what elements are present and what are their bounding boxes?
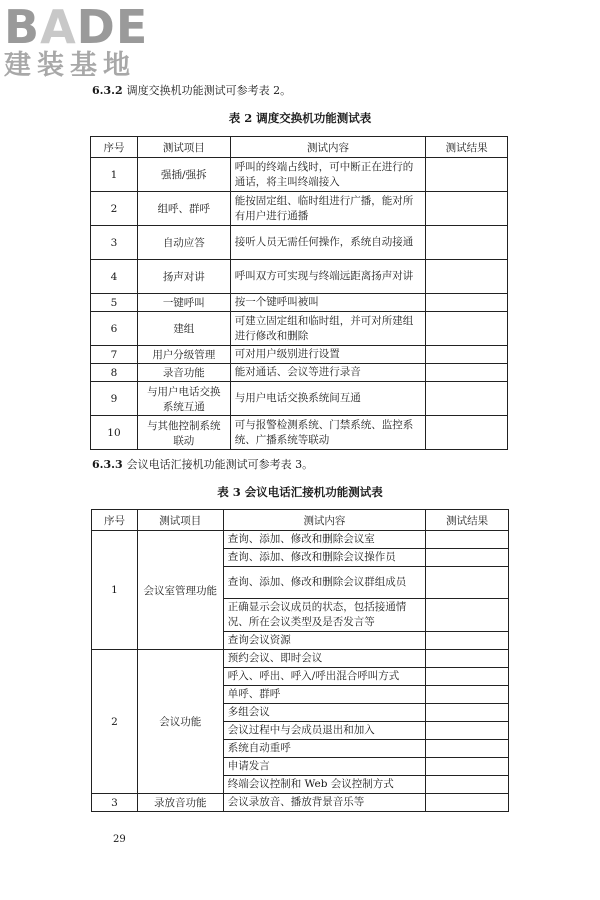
- table2-cell-result: [426, 294, 508, 312]
- table3-cell-item: 会议室管理功能: [137, 531, 223, 650]
- table3-cell-content: 预约会议、即时会议: [223, 650, 425, 668]
- table3-cell-result: [426, 722, 509, 740]
- table3-cell-result: [426, 758, 509, 776]
- table2-cell-item: 建组: [137, 312, 230, 346]
- table2-cell-item: 自动应答: [137, 226, 230, 260]
- table3-cell-result: [426, 549, 509, 567]
- table3-header-cell: 序号: [92, 510, 138, 531]
- table2-cell-result: [426, 192, 508, 226]
- table2-cell-result: [426, 416, 508, 450]
- table2-cell-content: 可建立固定组和临时组，并可对所建组进行修改和删除: [230, 312, 425, 346]
- table2-cell-result: [426, 312, 508, 346]
- section-6-3-2: 6.3.2 调度交换机功能测试可参考表 2。: [92, 84, 292, 97]
- table3-cell-content: 申请发言: [223, 758, 425, 776]
- table3-header: [92, 510, 509, 531]
- table2-cell-no: 3: [91, 226, 138, 260]
- table3-cell-result: [426, 668, 509, 686]
- table3-row: [92, 531, 509, 549]
- table2-header: [91, 137, 508, 158]
- bade-logo: [4, 0, 149, 82]
- table3-cell-result: [426, 599, 509, 632]
- table2-row: [91, 416, 508, 450]
- table2-cell-content: 呼叫双方可实现与终端远距离扬声对讲: [230, 260, 425, 294]
- table3-cell-result: [426, 740, 509, 758]
- table2-cell-item: 组呼、群呼: [137, 192, 230, 226]
- table2-row: [91, 294, 508, 312]
- table3-header-cell: 测试内容: [223, 510, 425, 531]
- table2-cell-no: 8: [91, 364, 138, 382]
- table2: [90, 136, 508, 450]
- table3-cell-no: 1: [92, 531, 138, 650]
- table2-cell-item: 与其他控制系统联动: [137, 416, 230, 450]
- table2-cell-result: [426, 158, 508, 192]
- table3-cell-result: [426, 567, 509, 599]
- table3-cell-content: 查询、添加、修改和删除会议室: [223, 531, 425, 549]
- table2-cell-content: 接听人员无需任何操作，系统自动接通: [230, 226, 425, 260]
- table2-cell-item: 与用户电话交换系统互通: [137, 382, 230, 416]
- table3-cell-result: [426, 686, 509, 704]
- table3-cell-result: [426, 704, 509, 722]
- table3-header-cell: 测试结果: [426, 510, 509, 531]
- table2-cell-result: [426, 260, 508, 294]
- table2-cell-no: 2: [91, 192, 138, 226]
- table2-caption: 表 2 调度交换机功能测试表: [228, 111, 372, 125]
- table3-cell-content: 呼入、呼出、呼入/呼出混合呼叫方式: [223, 668, 425, 686]
- table2-cell-content: 呼叫的终端占线时，可中断正在进行的通话，将主叫终端接入: [230, 158, 425, 192]
- table2-cell-item: 用户分级管理: [137, 346, 230, 364]
- table2-cell-result: [426, 226, 508, 260]
- table3-cell-content: 系统自动重呼: [223, 740, 425, 758]
- table2-cell-item: 一键呼叫: [137, 294, 230, 312]
- table2-row: [91, 158, 508, 192]
- table2-cell-no: 7: [91, 346, 138, 364]
- table2-cell-item: 强插/强拆: [137, 158, 230, 192]
- table2-cell-no: 4: [91, 260, 138, 294]
- table3-cell-content: 多组会议: [223, 704, 425, 722]
- table2-header-cell: 测试结果: [426, 137, 508, 158]
- table2-row: [91, 260, 508, 294]
- table2-cell-item: 扬声对讲: [137, 260, 230, 294]
- page-number: 29: [113, 834, 126, 845]
- table2-cell-content: 可与报警检测系统、门禁系统、监控系统、广播系统等联动: [230, 416, 425, 450]
- table2-row: [91, 346, 508, 364]
- table3-header-cell: 测试项目: [137, 510, 223, 531]
- table3-cell-result: [426, 632, 509, 650]
- table3-cell-no: 2: [92, 650, 138, 794]
- table2-cell-content: 能按固定组、临时组进行广播，能对所有用户进行通播: [230, 192, 425, 226]
- table2-cell-result: [426, 382, 508, 416]
- table2-cell-content: 按一个键呼叫被叫: [230, 294, 425, 312]
- table2-cell-no: 9: [91, 382, 138, 416]
- table3-row: [92, 650, 509, 668]
- section-6-3-3: 6.3.3 会议电话汇接机功能测试可参考表 3。: [92, 458, 314, 471]
- table3-cell-result: [426, 531, 509, 549]
- logo-brand: BADE: [4, 0, 149, 54]
- table2-cell-no: 5: [91, 294, 138, 312]
- table3-cell-content: 查询会议资源: [223, 632, 425, 650]
- table2-cell-content: 与用户电话交换系统间互通: [230, 382, 425, 416]
- table2-cell-no: 6: [91, 312, 138, 346]
- logo-subtitle: 建装基地: [4, 50, 136, 81]
- table2-row: [91, 312, 508, 346]
- table2-row: [91, 226, 508, 260]
- table2-cell-no: 1: [91, 158, 138, 192]
- table2-cell-result: [426, 346, 508, 364]
- table2-cell-no: 10: [91, 416, 138, 450]
- table2-header-cell: 测试内容: [230, 137, 425, 158]
- table2-row: [91, 192, 508, 226]
- table2-row: [91, 382, 508, 416]
- table2-cell-item: 录音功能: [137, 364, 230, 382]
- table3-cell-content: 会议录放音、播放背景音乐等: [223, 794, 425, 812]
- table3-cell-result: [426, 776, 509, 794]
- table3: [91, 509, 509, 812]
- table2-row: [91, 364, 508, 382]
- table3-cell-content: 正确显示会议成员的状态，包括接通情况、所在会议类型及是否发言等: [223, 599, 425, 632]
- table3-cell-item: 录放音功能: [137, 794, 223, 812]
- table3-cell-content: 单呼、群呼: [223, 686, 425, 704]
- table3-cell-content: 终端会议控制和 Web 会议控制方式: [223, 776, 425, 794]
- table2-cell-content: 可对用户级别进行设置: [230, 346, 425, 364]
- table3-cell-result: [426, 794, 509, 812]
- table3-cell-content: 会议过程中与会成员退出和加入: [223, 722, 425, 740]
- table3-caption: 表 3 会议电话汇接机功能测试表: [217, 485, 383, 499]
- table3-cell-no: 3: [92, 794, 138, 812]
- table3-cell-result: [426, 650, 509, 668]
- table2-header-cell: 序号: [91, 137, 138, 158]
- table2-cell-content: 能对通话、会议等进行录音: [230, 364, 425, 382]
- table3-row: [92, 794, 509, 812]
- table3-cell-item: 会议功能: [137, 650, 223, 794]
- table3-cell-content: 查询、添加、修改和删除会议群组成员: [223, 567, 425, 599]
- table3-cell-content: 查询、添加、修改和删除会议操作员: [223, 549, 425, 567]
- table2-cell-result: [426, 364, 508, 382]
- table2-header-cell: 测试项目: [137, 137, 230, 158]
